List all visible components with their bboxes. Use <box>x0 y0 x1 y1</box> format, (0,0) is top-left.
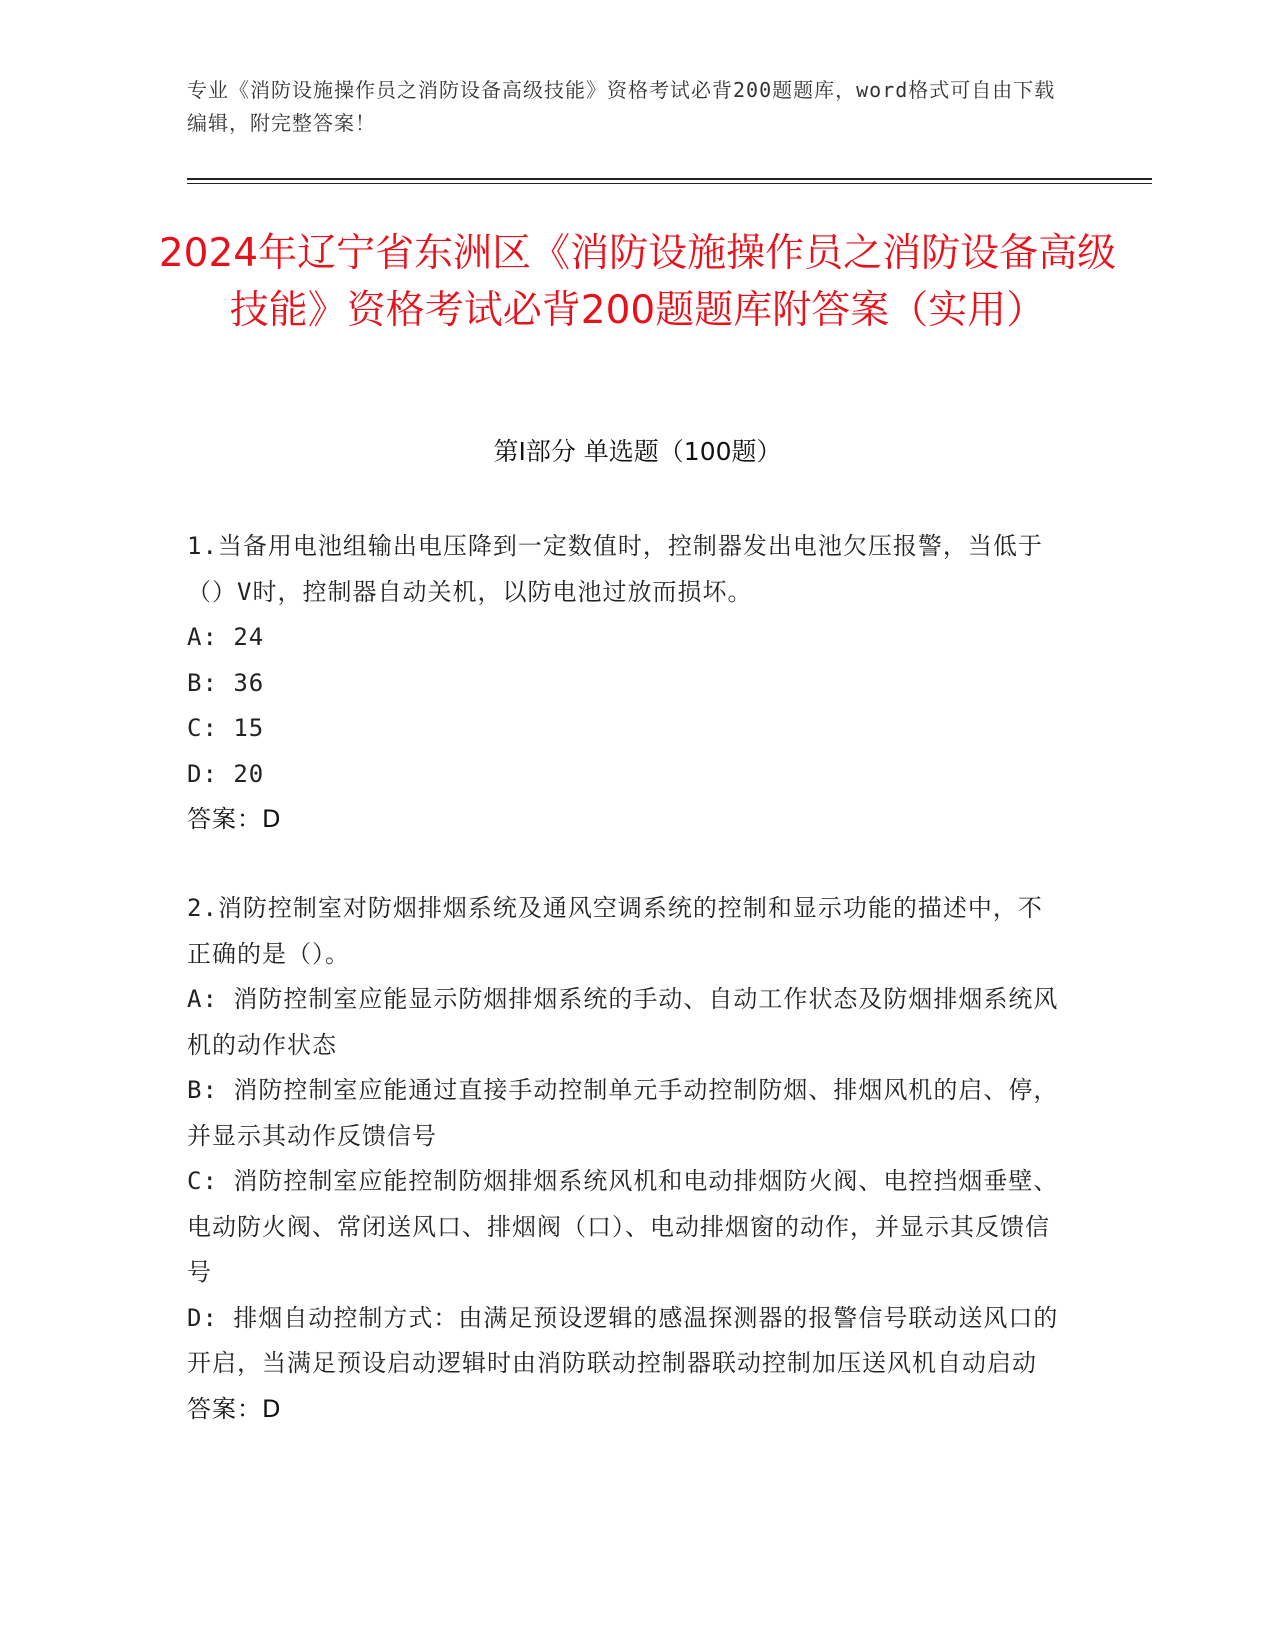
header-note: 专业《消防设施操作员之消防设备高级技能》资格考试必背200题题库，word格式可自由下载编辑，附完整答案！ <box>187 78 1056 135</box>
header-divider-thin <box>187 183 1152 184</box>
section-heading: 第Ⅰ部分 单选题（100题） <box>493 437 782 466</box>
option-c: C: 15 <box>187 714 265 742</box>
answer: 答案：D <box>187 1394 282 1423</box>
question-stem: 1.当备用电池组输出电压降到一定数值时，控制器发出电池欠压报警，当低于（）V时，控制器自动关机，以防电池过放而损坏。 <box>187 532 1043 606</box>
question-2 <box>187 886 1067 1432</box>
header-divider-thick <box>187 178 1152 180</box>
option-b: B: 消防控制室应能通过直接手动控制单元手动控制防烟、排烟风机的启、停，并显示其动作反馈信号 <box>187 1076 1059 1150</box>
answer: 答案：D <box>187 805 282 833</box>
question-stem: 2.消防控制室对防烟排烟系统及通风空调系统的控制和显示功能的描述中，不正确的是（）。 <box>187 894 1043 968</box>
document-title: 2024年辽宁省东洲区《消防设施操作员之消防设备高级技能》资格考试必背200题题库附答案（实用） <box>158 231 1117 333</box>
option-c: C: 消防控制室应能控制防烟排烟系统风机和电动排烟防火阀、电控挡烟垂壁、电动防火阀、常闭送风口、排烟阀（口）、电动排烟窗的动作，并显示其反馈信号 <box>187 1167 1059 1286</box>
option-a: A: 消防控制室应能显示防烟排烟系统的手动、自动工作状态及防烟排烟系统风机的动作状态 <box>187 985 1059 1059</box>
question-1 <box>187 524 1067 843</box>
option-d: D: 20 <box>187 759 265 788</box>
option-a: A: 24 <box>187 623 265 651</box>
option-d: D: 排烟自动控制方式：由满足预设逻辑的感温探测器的报警信号联动送风口的开启，当满足预设启动逻辑时由消防联动控制器联动控制加压送风机自动启动 <box>187 1303 1059 1377</box>
option-b: B: 36 <box>187 668 265 697</box>
